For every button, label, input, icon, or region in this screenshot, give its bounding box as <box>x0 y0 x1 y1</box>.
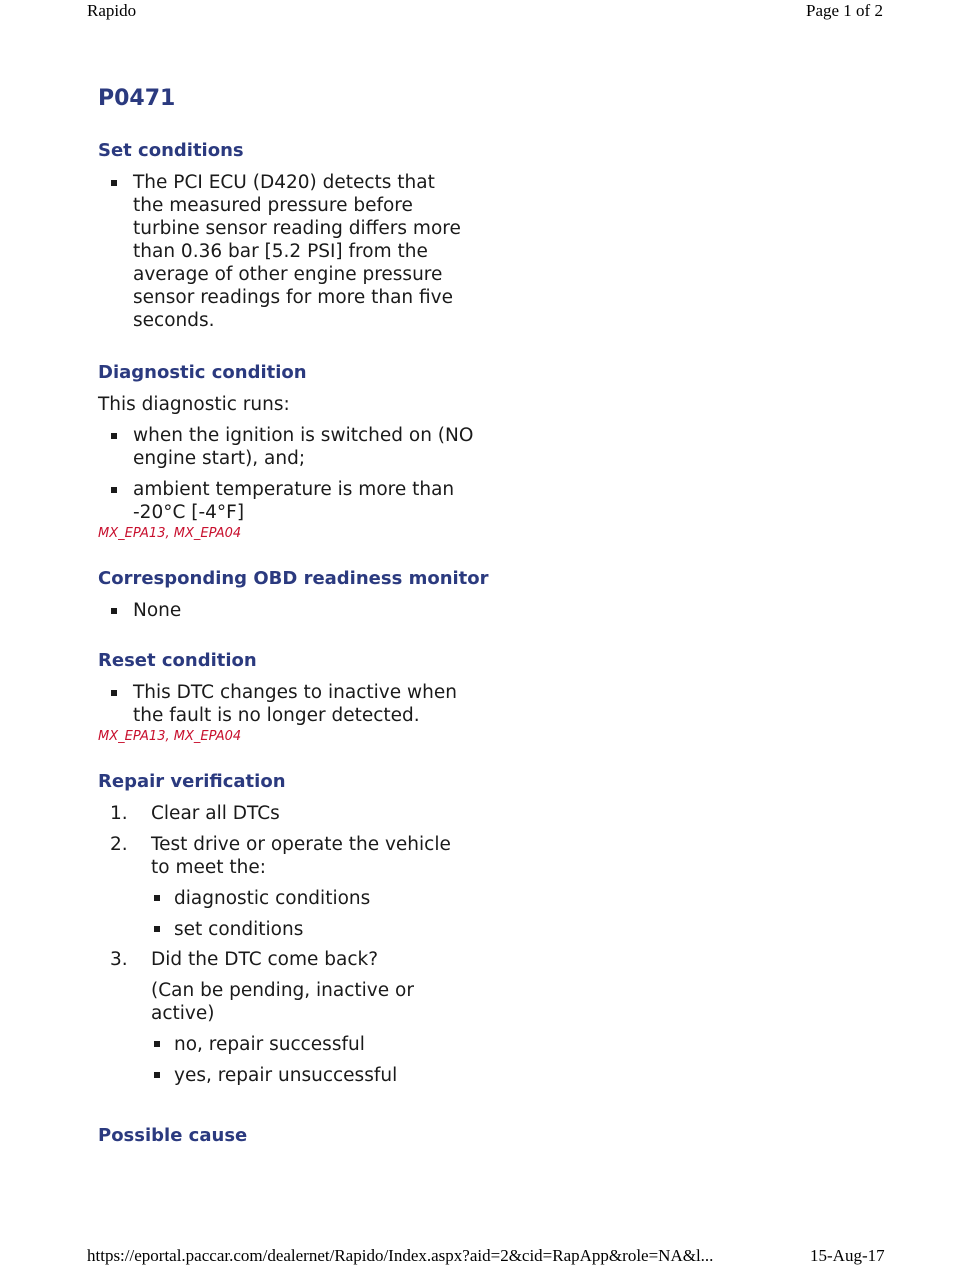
diagnostic-condition-heading: Diagnostic condition <box>98 362 307 383</box>
bullet-icon <box>154 1072 160 1078</box>
possible-cause-heading: Possible cause <box>98 1125 248 1146</box>
page-footer-url[interactable]: https://eportal.paccar.com/dealernet/Rapido/Index.aspx?aid=2&cid=RapApp&role=NA&l... <box>87 1246 714 1265</box>
text-line: the measured pressure before <box>133 195 413 216</box>
page-header-right: Page 1 of 2 <box>806 1 883 20</box>
repair-step-1: Clear all DTCs <box>151 803 280 824</box>
bullet-icon <box>154 926 160 932</box>
step-number: 1. <box>110 803 128 824</box>
bullet-icon <box>111 487 117 493</box>
repair-step-2-sub-item: set conditions <box>174 919 304 940</box>
text-line: seconds. <box>133 310 215 331</box>
set-conditions-item <box>133 171 553 332</box>
diagnostic-item-ignition <box>133 424 473 470</box>
repair-step-3-sub-item: no, repair successful <box>174 1034 365 1055</box>
applicability-note: MX_EPA13, MX_EPA04 <box>98 526 242 541</box>
text-line: than 0.36 bar [5.2 PSI] from the <box>133 241 428 262</box>
text-line: to meet the: <box>151 857 266 878</box>
bullet-icon <box>154 1041 160 1047</box>
reset-condition-item <box>133 681 457 727</box>
step-number: 3. <box>110 949 128 970</box>
page-header-left: Rapido <box>87 1 137 20</box>
set-conditions-heading: Set conditions <box>98 140 244 161</box>
text-line: Test drive or operate the vehicle <box>151 834 451 855</box>
repair-verification-heading: Repair verification <box>98 771 286 792</box>
obd-monitor-heading: Corresponding OBD readiness monitor <box>98 568 489 589</box>
bullet-icon <box>154 895 160 901</box>
text-line: active) <box>151 1003 215 1024</box>
text-line: (Can be pending, inactive or <box>151 980 414 1001</box>
repair-step-2-sub-item: diagnostic conditions <box>174 888 371 909</box>
bullet-icon <box>111 180 117 186</box>
text-line: The PCI ECU (D420) detects that <box>133 172 435 193</box>
bullet-icon <box>111 433 117 439</box>
page-title: P0471 <box>98 86 176 111</box>
bullet-icon <box>111 690 117 696</box>
repair-step-3-note <box>151 979 414 1025</box>
text-line: -20°C [-4°F] <box>133 502 245 523</box>
text-line: This DTC changes to inactive when <box>133 682 457 703</box>
diagnostic-item-temperature <box>133 478 454 524</box>
text-line: average of other engine pressure <box>133 264 443 285</box>
text-line: ambient temperature is more than <box>133 479 455 500</box>
obd-monitor-item: None <box>133 600 182 621</box>
text-line: the fault is no longer detected. <box>133 705 420 726</box>
text-line: when the ignition is switched on (NO <box>133 425 474 446</box>
text-line: engine start), and; <box>133 448 306 469</box>
repair-step-3-sub-item: yes, repair unsuccessful <box>174 1065 398 1086</box>
repair-step-3: Did the DTC come back? <box>151 949 379 970</box>
text-line: turbine sensor reading differs more <box>133 218 461 239</box>
text-line: sensor readings for more than five <box>133 287 454 308</box>
page-footer-date: 15-Aug-17 <box>810 1246 885 1265</box>
applicability-note: MX_EPA13, MX_EPA04 <box>98 729 242 744</box>
diagnostic-intro: This diagnostic runs: <box>98 394 290 415</box>
step-number: 2. <box>110 834 128 855</box>
repair-step-2 <box>151 833 451 879</box>
reset-condition-heading: Reset condition <box>98 650 257 671</box>
bullet-icon <box>111 608 117 614</box>
